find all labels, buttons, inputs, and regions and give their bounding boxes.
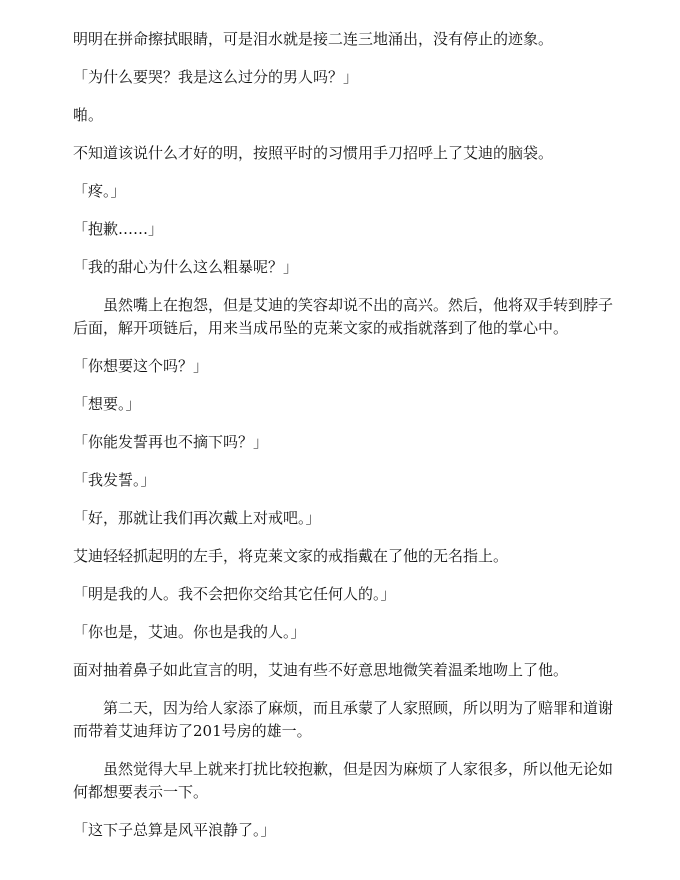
paragraph: 啪。 [73,106,104,124]
paragraph: 「好，那就让我们再次戴上对戒吧。」 [73,509,321,527]
paragraph: 虽然嘴上在抱怨，但是艾迪的笑容却说不出的高兴。然后，他将双手转到脖子后面，解开项链后，用来当成吊坠的克莱文家的戒指就落到了他的掌心中。 [73,296,614,337]
paragraph: 「我的甜心为什么这么粗暴呢？」 [73,258,299,276]
paragraph: 「明是我的人。我不会把你交给其它任何人的。」 [73,585,396,603]
paragraph: 「你能发誓再也不摘下吗？」 [73,433,269,451]
paragraph: 第二天，因为给人家添了麻烦，而且承蒙了人家照顾，所以明为了赔罪和道谢而带着艾迪拜访了201号房的雄一。 [73,699,614,740]
paragraph: 「为什么要哭？我是这么过分的男人吗？」 [73,68,359,86]
paragraph: 「你想要这个吗？」 [73,357,209,375]
paragraph: 「这下子总算是风平浪静了。」 [73,821,276,839]
paragraph: 「我发誓。」 [73,471,156,489]
paragraph: 「抱歉……」 [73,220,164,238]
paragraph: 虽然觉得大早上就来打扰比较抱歉，但是因为麻烦了人家很多，所以他无论如何都想要表示一下。 [73,760,614,801]
paragraph: 「你也是，艾迪。你也是我的人。」 [73,623,306,641]
paragraph: 「疼。」 [73,182,126,200]
paragraph: 面对抽着鼻子如此宣言的明，艾迪有些不好意思地微笑着温柔地吻上了他。 [73,661,569,679]
paragraph: 艾迪轻轻抓起明的左手，将克莱文家的戒指戴在了他的无名指上。 [73,547,509,565]
paragraph: 「想要。」 [73,395,141,413]
paragraph: 明明在拼命擦拭眼睛，可是泪水就是接二连三地涌出，没有停止的迹象。 [73,30,554,48]
paragraph: 不知道该说什么才好的明，按照平时的习惯用手刀招呼上了艾迪的脑袋。 [73,144,554,162]
